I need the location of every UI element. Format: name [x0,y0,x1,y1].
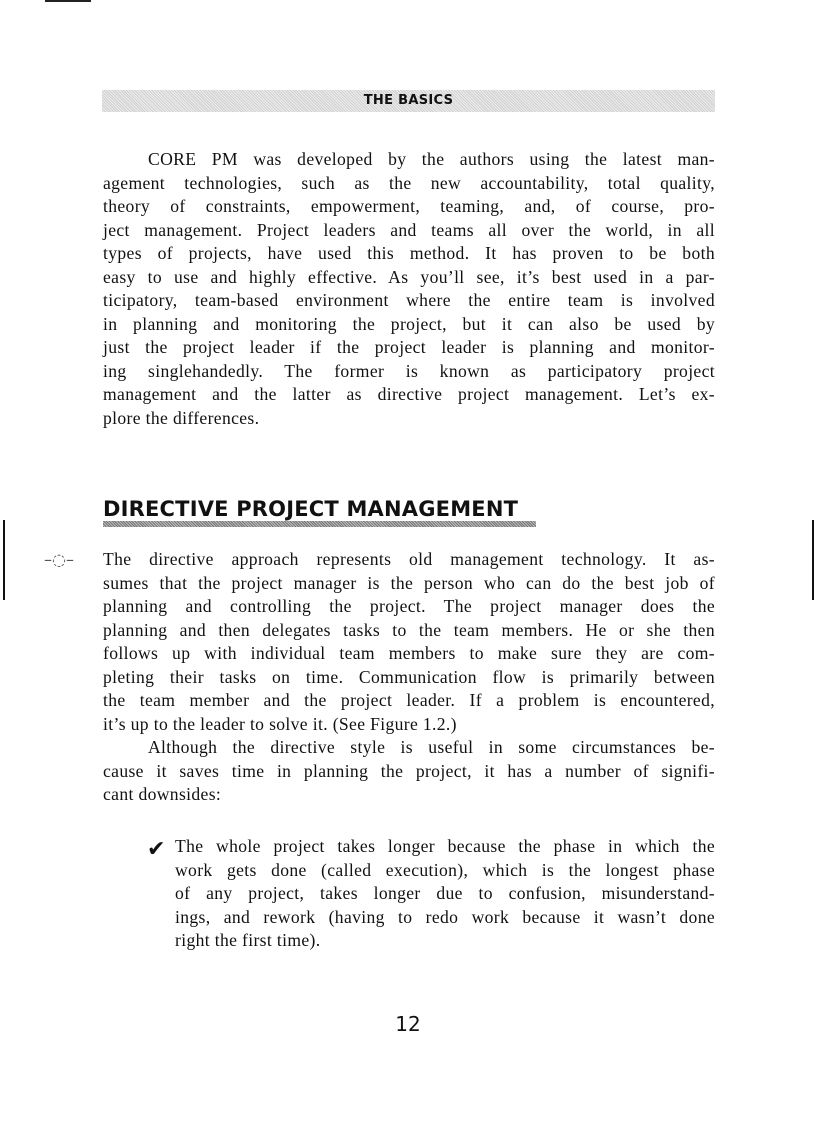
text-line: planning and controlling the project. The project manager does the [103,596,715,616]
text-line: of any project, takes longer due to confusion, misunderstand- [175,883,715,903]
section-heading: DIRECTIVE PROJECT MANAGEMENT [103,497,519,521]
text-line: The whole project takes longer because the phase in which the [175,836,715,856]
text-line: follows up with individual team members to make sure they are com- [103,643,715,663]
text-line: Although the directive style is useful in some circumstances be- [148,737,715,757]
text-line: just the project leader if the project leader is planning and monitor- [103,337,715,357]
text-line: CORE PM was developed by the authors using the latest man- [148,149,715,169]
text-line: cant downsides: [103,784,222,804]
text-line: The directive approach represents old management technology. It as- [103,549,715,569]
text-line: agement technologies, such as the new accountability, total quality, [103,172,715,193]
heading-underline [103,521,536,527]
text-line: pleting their tasks on time. Communication flow is primarily between [103,666,715,687]
text-line: the team member and the project leader. If a problem is encountered, [103,690,715,710]
bullet-item [175,835,715,953]
checkmark-icon: ✔ [147,836,166,861]
text-line: cause it saves time in planning the project, it has a number of signifi- [103,760,715,781]
text-line: it’s up to the leader to solve it. (See Figure 1.2.) [103,713,457,734]
paragraph-directive [103,548,715,736]
crop-mark [45,0,91,2]
page-number: 12 [395,1012,421,1036]
text-line: theory of constraints, empowerment, teaming, and, of course, pro- [103,196,715,216]
text-line: sumes that the project manager is the person who can do the best job of [103,572,715,593]
paragraph-downsides [103,736,715,807]
text-line: work gets done (called execution), which is the longest phase [175,859,715,880]
text-line: management and the latter as directive project management. Let’s ex- [103,384,715,404]
left-margin-bar [3,520,5,600]
margin-marker-icon: –◌– [44,550,74,569]
text-line: right the first time). [175,930,321,950]
text-line: ing singlehandedly. The former is known as participatory project [103,360,715,381]
right-margin-bar [812,520,814,600]
text-line: ject management. Project leaders and teams all over the world, in all [103,219,715,240]
text-line: easy to use and highly effective. As you’ll see, it’s best used in a par- [103,266,715,287]
text-line: types of projects, have used this method. It has proven to be both [103,243,715,263]
text-line: plore the differences. [103,407,260,428]
text-line: in planning and monitoring the project, but it can also be used by [103,313,715,334]
text-line: ticipatory, team-based environment where the entire team is involved [103,290,715,310]
text-line: ings, and rework (having to redo work because it wasn’t done [175,906,715,927]
text-line: planning and then delegates tasks to the team members. He or she then [103,619,715,640]
paragraph-intro [103,148,715,430]
running-header: THE BASICS [102,90,715,112]
